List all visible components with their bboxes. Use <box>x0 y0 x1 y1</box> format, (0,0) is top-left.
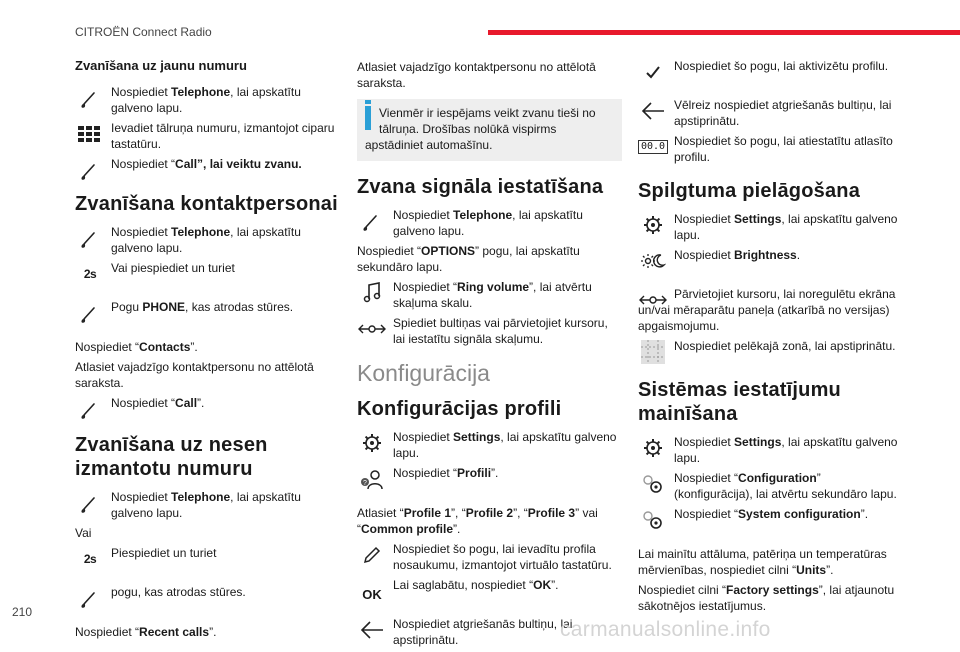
step-steering-button <box>75 584 343 606</box>
step-text: Nospiediet <box>111 85 172 99</box>
step-text: Vēlreiz nospiediet atgriešanās bultiņu, lai apstiprinātu. <box>674 98 892 128</box>
heading-call-contact: Zvanīšana kontaktpersonai <box>75 193 338 215</box>
step-text: Nospiediet atgriešanās bultiņu, lai apstiprinātu. <box>393 617 573 647</box>
step-text: , kas atrodas stūres. <box>185 300 294 314</box>
step-system-config: Nospiediet “System configuration”. <box>638 506 900 528</box>
step-configuration: Nospiediet “Configuration” (konfigurācija), lai atvērtu sekundāro lapu. <box>638 470 900 502</box>
step-telephone <box>75 84 343 116</box>
column-2 <box>357 55 622 652</box>
paragraph: Nospiediet “Contacts”. <box>75 340 198 354</box>
step-press-hold <box>75 545 343 567</box>
step-save: OK Lai saglabātu, nospiediet “OK”. <box>357 577 622 599</box>
step-activate <box>638 58 900 80</box>
gear-icon <box>638 434 668 462</box>
keypad-icon <box>75 120 105 148</box>
step-text: Piespiediet un turiet <box>111 546 217 560</box>
step-bold: Telephone <box>171 85 231 99</box>
step-text: Nospiediet šo pogu, lai ievadītu profila nosaukumu, izmantojot virtuālo tastatūru. <box>393 542 612 572</box>
touch-icon <box>75 299 105 327</box>
running-header: CITROËN Connect Radio <box>75 25 212 39</box>
step-settings: Nospiediet Settings, lai apskatītu galveno lapu. <box>638 211 900 243</box>
heading-brightness: Spilgtuma pielāgošana <box>638 180 861 202</box>
column-3 <box>638 55 900 618</box>
step-slider <box>638 286 900 334</box>
step-text: Spiediet bultiņas vai pārvietojiet kursoru, lai iestatītu signāla skaļumu. <box>393 316 608 346</box>
step-telephone: Nospiediet Telephone, lai apskatītu galveno lapu. <box>357 207 622 239</box>
profile-icon <box>357 465 387 493</box>
step-text: , lai apskatītu galveno lapu. <box>111 225 301 255</box>
paragraph: Atlasiet vajadzīgo kontaktpersonu no attēlotā saraksta. <box>75 360 314 390</box>
step-bold: PHONE <box>142 300 186 314</box>
step-reset <box>638 133 900 165</box>
heading-new-number: Zvanīšana uz jaunu numuru <box>75 58 247 73</box>
column-1 <box>75 55 343 644</box>
touch-icon <box>357 207 387 235</box>
step-text: pogu, kas atrodas stūres. <box>111 585 246 599</box>
step-text: , lai apskatītu galveno lapu. <box>111 85 301 115</box>
info-note <box>357 99 622 161</box>
paragraph: Nospiediet cilni “Factory settings”, lai atjaunotu sākotnējos iestatījumus. <box>638 583 895 613</box>
step-phone-button <box>75 299 343 321</box>
step-text: Nospiediet “ <box>111 157 176 171</box>
heading-config-profiles: Konfigurācijas profili <box>357 398 562 420</box>
step-text: Vai piespiediet un turiet <box>111 261 235 275</box>
press-hold-2s-icon: 2s <box>83 552 97 566</box>
step-text: Nospiediet šo pogu, lai atiestatītu atlasīto profilu. <box>674 134 893 164</box>
step-slider <box>357 315 622 347</box>
paragraph: Nospiediet “OPTIONS” pogu, lai apskatītu sekundāro lapu. <box>357 244 580 274</box>
watermark: carmanualsonline.info <box>560 618 771 641</box>
note-text: Vienmēr ir iespējams veikt zvanu tieši no tālruņa. Drošības nolūkā vispirms apstādiniet automašīnu. <box>365 106 596 152</box>
reset-counter-icon: 00.0 <box>638 133 668 161</box>
step-text: Nospiediet <box>111 225 172 239</box>
gears-icon <box>638 506 668 534</box>
page-number: 210 <box>12 605 33 619</box>
pencil-icon <box>357 541 387 569</box>
slider-arrows-icon <box>357 315 387 343</box>
step-grey-zone <box>638 338 900 360</box>
touch-icon <box>75 489 105 517</box>
section-title-configuration: Konfigurācija <box>357 360 490 386</box>
touch-icon <box>75 584 105 612</box>
checkmark-icon <box>638 58 668 86</box>
svg-text:?: ? <box>363 480 367 487</box>
step-bold: Telephone <box>171 225 231 239</box>
paragraph: Atlasiet vajadzīgo kontaktpersonu no attēlotā saraksta. <box>357 60 596 90</box>
step-ring-volume: Nospiediet “Ring volume”, lai atvērtu skaļuma skalu. <box>357 279 622 311</box>
heading-recent-calls: Zvanīšana uz nesen izmantotu numuru <box>75 434 268 480</box>
ok-icon: OK <box>362 587 382 602</box>
paragraph-or: Vai <box>75 526 92 540</box>
badge-2s: 2s <box>83 267 97 281</box>
step-text: Ievadiet tālruņa numuru, izmantojot ciparu tastatūru. <box>111 121 335 151</box>
paragraph: Atlasiet “Profile 1”, “Profile 2”, “Profile 3” vai “Common profile”. <box>357 506 598 536</box>
info-icon <box>365 106 371 130</box>
gear-icon <box>357 429 387 457</box>
step-text: Pogu <box>111 300 143 314</box>
step-brightness: Nospiediet Brightness. <box>638 247 900 269</box>
step-text: Nospiediet šo pogu, lai aktivizētu profilu. <box>674 59 889 73</box>
heading-ringtone: Zvana signāla iestatīšana <box>357 176 604 198</box>
touch-icon <box>75 156 105 184</box>
touch-icon <box>75 395 105 423</box>
grey-zone-icon <box>638 338 668 366</box>
back-arrow-icon <box>638 97 668 125</box>
music-note-icon <box>357 279 387 307</box>
header-accent-bar <box>488 30 960 35</box>
heading-system-settings: Sistēmas iestatījumu mainīšana <box>638 379 841 425</box>
step-call <box>75 156 343 178</box>
brightness-icon <box>638 247 668 275</box>
touch-icon <box>75 84 105 112</box>
step-settings: Nospiediet Settings, lai apskatītu galveno lapu. <box>638 434 900 466</box>
gears-icon <box>638 470 668 498</box>
paragraph: Lai mainītu attāluma, patēriņa un temperatūras mērvienības, nospiediet cilni “Units”. <box>638 547 887 577</box>
step-text: Nospiediet pelēkajā zonā, lai apstiprinātu. <box>674 339 896 353</box>
touch-icon <box>75 224 105 252</box>
paragraph: Nospiediet “Recent calls”. <box>75 625 217 639</box>
step-settings: Nospiediet Settings, lai apskatītu galveno lapu. <box>357 429 622 461</box>
step-press-hold <box>75 260 343 282</box>
step-profiles: ? Nospiediet “Profili”. <box>357 465 622 487</box>
press-hold-2s-icon <box>75 260 105 288</box>
step-keypad <box>75 120 343 152</box>
step-telephone: Nospiediet Telephone, lai apskatītu galveno lapu. <box>75 489 343 521</box>
step-edit-name <box>357 541 622 573</box>
step-call: Nospiediet “Call”. <box>75 395 343 417</box>
step-bold: Call”, lai veiktu zvanu. <box>175 157 302 171</box>
step-text: Pārvietojiet kursoru, lai noregulētu ekrāna un/vai mēraparātu paneļa (atkarībā no versijas) apgaismojumu. <box>638 287 896 333</box>
step-telephone <box>75 224 343 256</box>
gear-icon <box>638 211 668 239</box>
step-back <box>638 97 900 129</box>
slider-arrows-icon <box>638 286 668 314</box>
